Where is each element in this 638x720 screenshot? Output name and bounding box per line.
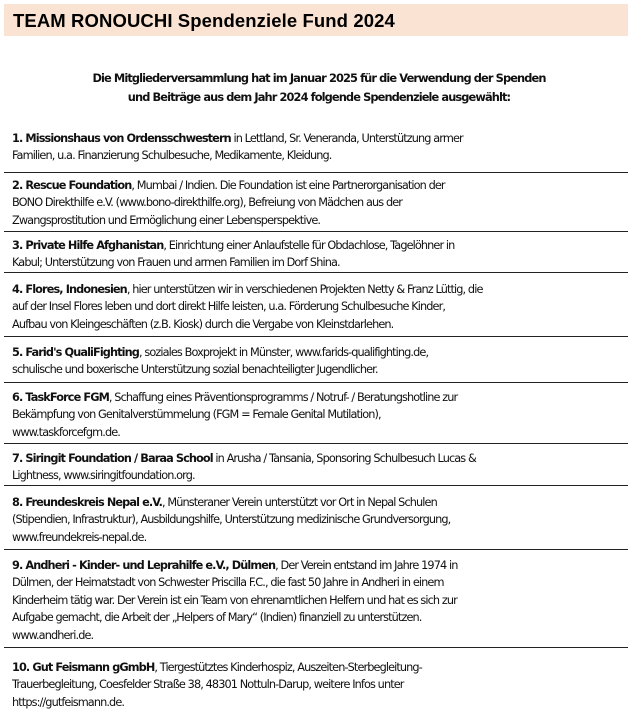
item-text: auf der Insel Flores leben und dort direkt Hilfe leisten, u.a. Förderung Schulbesuche Kinder, xyxy=(12,300,446,314)
item-name: 3. Private Hilfe Afghanistan xyxy=(12,239,164,252)
list-item xyxy=(12,494,624,548)
item-text: Familien, u.a. Finanzierung Schulbesuche, Medikamente, Kleidung. xyxy=(12,149,332,163)
item-text: , soziales Boxprojekt in Münster, www.farids-qualifighting.de, xyxy=(138,346,429,359)
item-text: BONO Direkthilfe e.V. (www.bono-direkthilfe.org), Befreiung von Mädchen aus der xyxy=(12,196,403,210)
item-text: , Einrichtung einer Anlaufstelle für Obdachlose, Tagelöhner in xyxy=(163,239,455,252)
intro-line: Die Mitgliederversammlung hat im Januar 2025 für die Verwendung der Spenden xyxy=(92,71,546,85)
separator xyxy=(4,549,628,550)
separator xyxy=(4,382,628,383)
item-name: 8. Freundeskreis Nepal e.V. xyxy=(12,496,163,509)
list-item xyxy=(12,344,624,381)
page-title: TEAM RONOUCHI Spendenziele Fund 2024 xyxy=(13,10,395,31)
item-text: , Schaffung eines Präventionsprogramms / Notruf- / Beratungshotline zur xyxy=(108,391,458,404)
list-item xyxy=(12,450,624,484)
item-text: www.taskforcefgm.de. xyxy=(12,425,120,439)
item-name: 4. Flores, Indonesien xyxy=(12,283,127,296)
item-name: 7. Siringit Foundation / Baraa School xyxy=(12,452,213,465)
item-text: in Arusha / Tansania, Sponsoring Schulbesuch Lucas & xyxy=(212,452,476,465)
separator xyxy=(4,485,628,486)
item-name: 1. Missionshaus von Ordensschwestern xyxy=(12,132,231,145)
intro-text xyxy=(0,69,638,107)
item-text: Lightness, www.siringitfoundation.org. xyxy=(12,469,195,483)
item-text: , Der Verein entstand im Jahre 1974 in xyxy=(275,559,458,572)
separator xyxy=(4,647,628,648)
separator xyxy=(4,172,628,173)
list-item xyxy=(12,389,624,442)
item-text: Aufgabe gemacht, die Arbeit der „Helpers of Mary“ (Indien) finanziell zu unterstützen. xyxy=(12,611,422,625)
list-item xyxy=(12,130,624,170)
item-name: 5. Farid's QualiFighting xyxy=(12,346,139,359)
item-text: schulische und boxerische Unterstützung sozial benachteiligter Jugendlicher. xyxy=(12,363,378,377)
intro-line: und Beiträge aus dem Jahr 2024 folgende Spendenziele ausgewählt: xyxy=(127,90,511,104)
item-text: (Stipendien, Infrastruktur), Ausbildungshilfe, Unterstützung medizinische Grundversorgung, xyxy=(12,513,451,527)
separator xyxy=(4,272,628,273)
item-text: , hier unterstützen wir in verschiedenen Projekten Netty & Franz Lüttig, die xyxy=(126,283,483,296)
separator xyxy=(4,231,628,232)
item-name: 9. Andheri - Kinder- und Leprahilfe e.V., Dülmen xyxy=(12,559,276,572)
list-item xyxy=(12,281,624,335)
item-text: https://gutfeismann.de. xyxy=(12,695,125,709)
item-text: , Tiergestütztes Kinderhospiz, Auszeiten-Sterbegleitung- xyxy=(154,661,422,674)
item-name: 10. Gut Feismann gGmbH xyxy=(12,661,155,674)
item-name: 2. Rescue Foundation xyxy=(12,179,132,192)
list-item xyxy=(12,237,624,272)
item-name: 6. TaskForce FGM xyxy=(12,391,109,404)
separator xyxy=(4,443,628,444)
item-text: Kabul; Unterstützung von Frauen und armen Familien im Dorf Shina. xyxy=(12,256,340,270)
item-text: in Lettland, Sr. Veneranda, Unterstützung armer xyxy=(230,132,463,145)
item-text: Dülmen, der Heimatstadt von Schwester Priscilla F.C., die fast 50 Jahre in Andheri in einem xyxy=(12,576,444,590)
item-text: , Mumbai / Indien. Die Foundation ist eine Partnerorganisation der xyxy=(131,179,445,192)
item-text: Aufbau von Kleingeschäften (z.B. Kiosk) durch die Vergabe von Kleinstdarlehen. xyxy=(12,317,394,331)
list-item xyxy=(12,177,624,229)
item-text: www.freundekreis-nepal.de. xyxy=(12,530,147,544)
separator xyxy=(4,336,628,337)
list-item xyxy=(12,557,624,646)
item-text: Bekämpfung von Genitalverstümmelung (FGM = Female Genital Mutilation), xyxy=(12,408,381,422)
title-bar xyxy=(4,4,628,36)
list-item xyxy=(12,659,624,715)
item-text: Trauerbegleitung, Coesfelder Straße 38, 48301 Nottuln-Darup, weitere Infos unter xyxy=(12,678,404,692)
item-text: www.andheri.de. xyxy=(12,628,94,642)
item-text: Kinderheim tätig war. Der Verein ist ein Team von ehrenamtlichen Helfern und hat es sich zur xyxy=(12,593,457,607)
item-text: , Münsteraner Verein unterstützt vor Ort in Nepal Schulen xyxy=(162,496,437,509)
item-text: Zwangsprostitution und Ermöglichung einer Lebensperspektive. xyxy=(12,213,321,227)
